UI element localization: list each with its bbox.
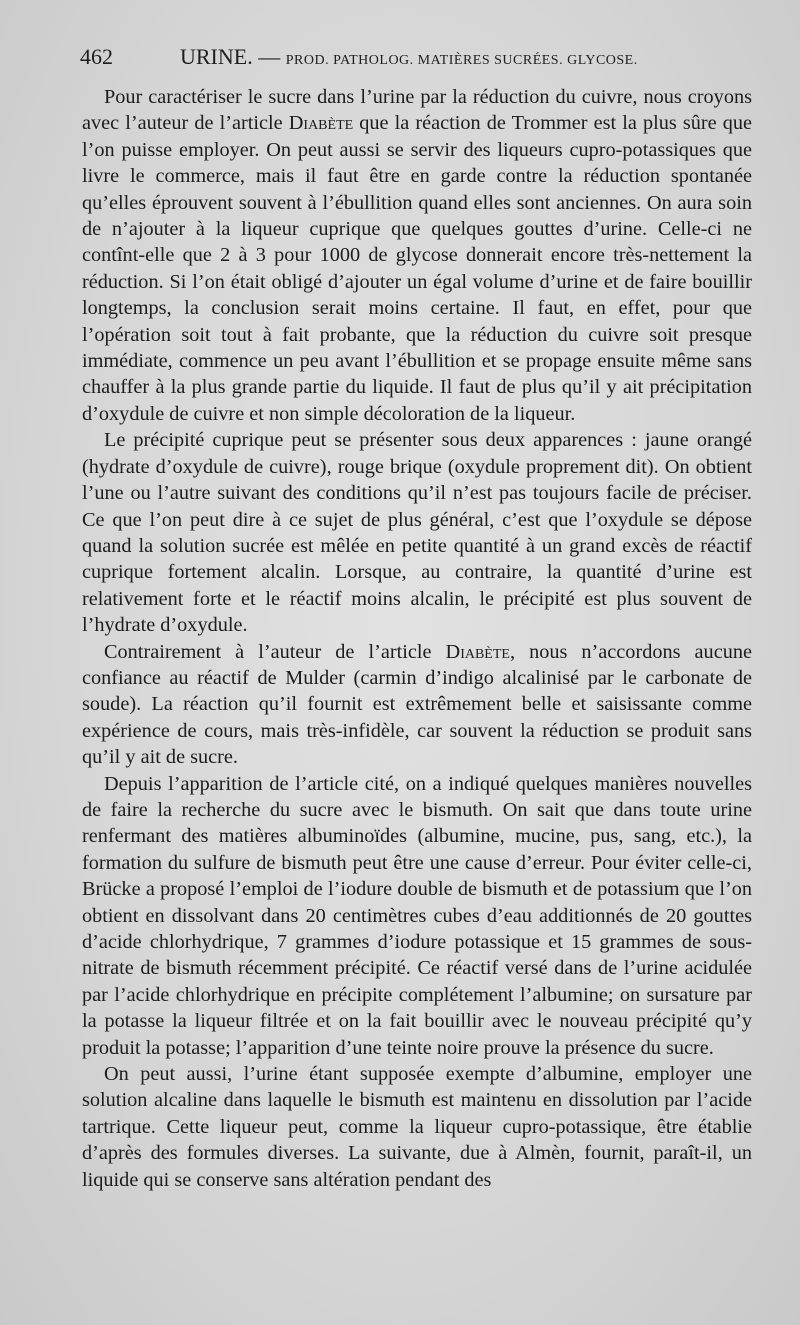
page-number: 462 — [80, 44, 113, 69]
paragraph-text: On peut aussi, l’urine étant supposée exempte d’albumine, employer une solution alcaline dans laquelle le bismuth est maintenu en dissolution par l’acide tartrique. Cette liqueur peut, comme la liqueur cupro-potassique, être établie d’après des formules diverses. La suivante, due à Almèn, fournit, paraît-il, un liquide qui se conserve sans altération pendant des — [82, 1063, 752, 1191]
article-reference: Diabète — [288, 112, 354, 135]
body-text — [82, 84, 752, 1193]
paragraph-2 — [82, 427, 752, 638]
paragraph-text: Contrairement à l’auteur de l’article — [104, 640, 446, 663]
paragraph-5 — [82, 1061, 752, 1193]
running-title — [180, 44, 638, 70]
title-separator: — — [258, 44, 281, 69]
paragraph-1 — [82, 84, 752, 427]
paragraph-text: Le précipité cuprique peut se présenter sous deux apparences : jaune orangé (hydrate d’oxydule de cuivre), rouge brique (oxydule proprement dit). On obtient l’une ou l’autre suivant des conditions qu’il n’est pas toujours facile de préciser. Ce que l’on peut dire à ce sujet de plus général, c’est que l’oxydule se dépose quand la solution sucrée est mêlée en petite quantité à un grand excès de réactif cuprique fortement alcalin. Lorsque, au contraire, la quantité d’urine est relativement forte et le réactif moins alcalin, le précipité est plus souvent de l’hydrate d’oxydule. — [82, 429, 752, 637]
paragraph-text: que la réaction de Trommer est la plus sûre que l’on puisse employer. On peut aussi se servir des liqueurs cupro-potassiques que livre le commerce, mais il faut être en garde contre la réduction spontanée qu’elles éprouvent souvent à l’ébullition quand elles sont anciennes. On aura soin de n’ajouter à la liqueur cuprique que quelques gouttes d’urine. Celle-ci ne contînt-elle que 2 à 3 pour 1000 de glycose donnerait encore très-nettement la réduction. Si l’on était obligé d’ajouter un égal volume d’urine et de faire bouillir longtemps, la conclusion serait moins certaine. Il faut, en effet, pour que l’opération soit tout à fait probante, que la réduction du cuivre soit presque immédiate, commence un peu avant l’ébullition et se propage ensuite même sans chauffer à la plus grande partie du liquide. Il faut de plus qu’il y ait précipitation d’oxydule de cuivre et non simple décoloration de la liqueur. — [82, 112, 752, 425]
paragraph-4 — [82, 771, 752, 1061]
article-reference: Diabète — [445, 640, 510, 663]
running-header — [80, 44, 770, 74]
title-word: URINE. — [180, 44, 253, 69]
paragraph-text: Pour caractériser le sucre dans l’urine par la réduction du cuivre, nous croyons avec l’auteur de l’article — [82, 86, 752, 135]
paragraph-text: , nous n’accordons aucune confiance au réactif de Mulder (carmin d’indigo alcalinisé par le carbonate de soude). La réaction qu’il fournit est extrêmement belle et saisissante comme expérience de cours, mais très-infidèle, car souvent la réduction se produit sans qu’il y ait de sucre. — [82, 640, 752, 769]
paragraph-text: Depuis l’apparition de l’article cité, on a indiqué quelques manières nouvelles de faire la recherche du sucre avec le bismuth. On sait que dans toute urine renfermant des matières albuminoïdes (albumine, mucine, pus, sang, etc.), la formation du sulfure de bismuth peut être une cause d’erreur. Pour éviter celle-ci, Brücke a proposé l’emploi de l’iodure double de bismuth et de potassium que l’on obtient en dissolvant dans 20 centimètres cubes d’eau additionnés de 20 gouttes d’acide chlorhydrique, 7 grammes d’iodure potassique et 15 grammes de sous-nitrate de bismuth récemment précipité. Ce réactif versé dans de l’urine acidulée par l’acide chlorhydrique en précipite complétement l’albumine; on sursature par la potasse la liqueur filtrée et on la fait bouillir avec le nouveau précipité qu’y produit la potasse; l’apparition d’une teinte noire prouve la présence du sucre. — [82, 772, 752, 1059]
running-subtitle: PROD. PATHOLOG. MATIÈRES SUCRÉES. GLYCOSE. — [285, 53, 638, 68]
paragraph-3 — [82, 639, 752, 771]
